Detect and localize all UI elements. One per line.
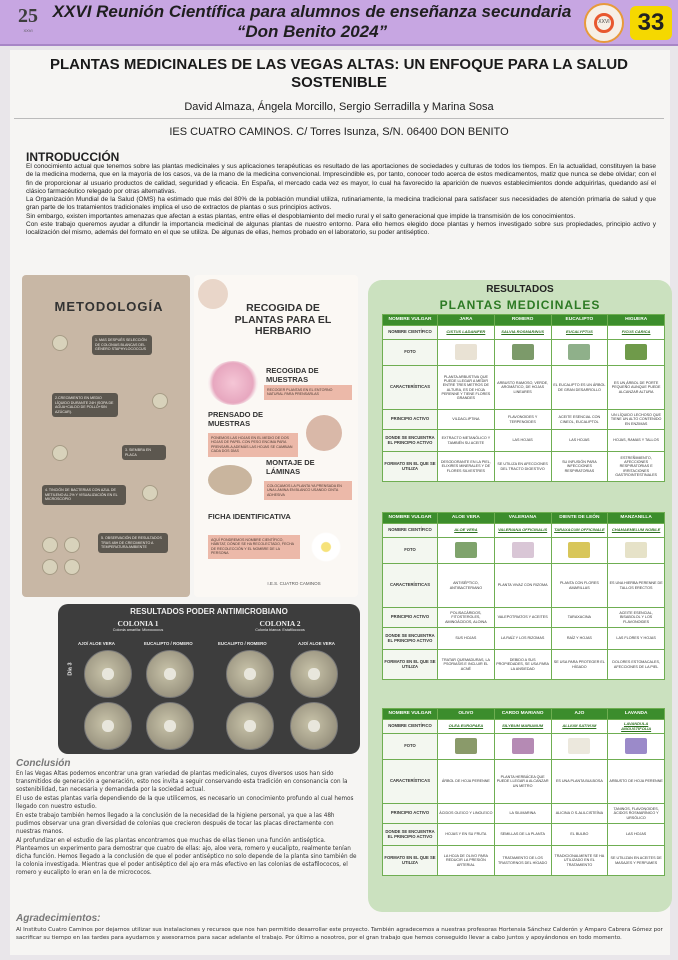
plant-donde: EL BULBO	[551, 824, 608, 846]
row-header: NOMBRE VULGAR	[383, 513, 438, 524]
plant-photo-icon	[568, 542, 590, 558]
plant-pa: UN LÍQUIDO LECHOSO QUE TIENE UN ALTO CONTENIDO EN ENZIMAS	[608, 410, 665, 430]
table-row	[383, 524, 665, 538]
plant-common-name: JARA	[438, 315, 495, 326]
row-header: CARACTERÍSTICAS	[383, 366, 438, 410]
plant-formato: TRATAR QUEMADURAS, LA PSORIASIS E INCLUIR EL ACNÉ	[438, 650, 495, 680]
plant-donde: LAS HOJAS	[494, 430, 551, 452]
petri-dish-icon	[52, 335, 68, 351]
plant-sci: SALVIA ROSMARINUS	[494, 326, 551, 340]
plant-pa: POLISACÁRIDOS, FITOSTEROLES, AMINOÁCIDOS, ALOINA	[438, 608, 495, 628]
plant-photo	[551, 340, 608, 366]
day-label: Día 3	[67, 662, 74, 676]
table-row	[383, 538, 665, 564]
methodology-heading: METODOLOGÍA	[54, 299, 164, 314]
row-header: FORMATO EN EL QUE SE UTILIZA	[383, 650, 438, 680]
event-title-line1: XXVI Reunión Científica para alumnos de enseñanza secundaria	[52, 2, 572, 21]
plant-formato: SE USA PARA PROTEGER EL HÍGADO	[551, 650, 608, 680]
plant-photo-icon	[512, 542, 534, 558]
plant-common-name: ALOE VERA	[438, 513, 495, 524]
plant-sci: CHAMAEMELUM NOBILE	[608, 524, 665, 538]
plant-photo-icon	[455, 344, 477, 360]
method-step-1: 1. MAS DESPUÉS SELECCIÓN DE COLONIAS BLANCAS DEL GÉNERO STAPHYLOCOCCUS	[92, 335, 152, 355]
step-prensado-text: PONEMOS LAS HOJAS EN EL MEDIO DE DOS HOJAS DE PAPEL CON PESO ENCIMA PARA PRENSARLA ADEMÁS LAS HOJAS SE CAMBIAN CADA DOS DÍAS	[208, 433, 298, 457]
plate-label: EUCALIPTO / ROMERO	[218, 641, 267, 646]
intro-paragraph: El conocimiento actual que tenemos sobre las plantas medicinales y sus aplicaciones terapéuticas es resultado de las aportaciones de sociedades y culturas de todos los tiempos. En la actualidad, constituyen la base de la medicina moderna, que en la mayoría de los casos, va de la mano de la medicina convencional. Imprescindible es, por tanto, conocer todo acerca de estos medicamentos, matiz que nunca se debe olvidar; con el fin de proporcionar al usuario productos de calidad, seguridad y eficacia. En España, el mercado cada vez es mayor, lo cual ha favorecido la aparición de nuevos establecimientos donde adquirirlas, quedando así el clásico farmacéutico relegado por otras alternativas.	[26, 163, 656, 195]
table-row	[383, 452, 665, 482]
row-header: NOMBRE CIENTÍFICO	[383, 720, 438, 734]
plant-common-name: AJO	[551, 709, 608, 720]
plant-photo	[494, 734, 551, 760]
method-step-2: 2.CRECIMIENTO EN MEDIO LÍQUIDO DURANTE 24H (SOPA DE AGUA+CALDO DE POLLO+SIN AZÚCAR).	[52, 393, 118, 417]
table-row	[383, 846, 665, 876]
plant-sci: SILYBUM MARIANUM	[494, 720, 551, 734]
plant-pa: TARAXACINA	[551, 608, 608, 628]
colony-1-header	[68, 619, 208, 633]
header-banner	[0, 0, 678, 46]
table-row	[383, 340, 665, 366]
plant-pa: ACEITE ESENCIAL CON CINEOL, EUCALIPTOL	[551, 410, 608, 430]
plant-donde: SEMILLAS DE LA PLANTA	[494, 824, 551, 846]
petri-plate	[290, 650, 338, 698]
plant-common-name: LAVANDA	[608, 709, 665, 720]
plant-car: ES UNA HIERBA PERENNE DE TALLOS ERECTOS	[608, 564, 665, 608]
plant-donde: HOJAS, RAMAS Y TALLOS	[608, 430, 665, 452]
plant-car: ARBUSTO RAMOSO, VERDE, AROMÁTICO, DE HOJAS LINEARES	[494, 366, 551, 410]
plant-photo-icon	[625, 344, 647, 360]
table-row	[383, 720, 665, 734]
plant-car: EL EUCALIPTO ES UN ÁRBOL DE GRAN DESARROLLO	[551, 366, 608, 410]
row-header: FOTO	[383, 538, 438, 564]
table-row	[383, 410, 665, 430]
table-row	[383, 608, 665, 628]
event-title	[52, 2, 572, 42]
acknowledgements-text: Al Instituto Cuatro Caminos por dejarnos utilizar sus instalaciones y recursos que nos han permitido desarrollar este proyecto. También agradecemos a nuestras profesoras Hortensia Sánchez Calderón y Amparo Cabrera Gómez por sacrificar su tiempo en las tardes para ayudarnos y asesorarnos para sacar adelante el trabajo. Por último a nosotros, por el gran trabajo que hemos conseguido llevar a cabo juntos y apoyándonos en todo momento.	[16, 927, 663, 941]
row-header: FORMATO EN EL QUE SE UTILIZA	[383, 846, 438, 876]
colony-2-title: COLONIA 2	[259, 619, 301, 628]
petri-plate	[290, 702, 338, 750]
step-ficha-title: FICHA IDENTIFICATIVA	[208, 512, 291, 521]
plant-photo	[608, 734, 665, 760]
plant-photo	[438, 538, 495, 564]
title-divider	[14, 118, 664, 119]
conclusion-paragraph: El uso de estas plantas varía dependiendo de la que utilicemos, es necesario un conocimiento profundo al cual hemos llegado con nuestro estudio.	[16, 796, 354, 810]
table-row	[383, 734, 665, 760]
acknowledgements-heading: Agradecimientos:	[16, 913, 101, 924]
plant-photo	[494, 538, 551, 564]
step-montaje-title: MONTAJE DE LÁMINAS	[266, 458, 315, 476]
microscope-icon	[142, 485, 158, 501]
plant-donde: LAS HOJAS	[551, 430, 608, 452]
plant-photo-icon	[512, 344, 534, 360]
plant-pa: TANINOS, FLAVONOIDES, ÁCIDOS ROSMARÍNICO Y URSÓLICO	[608, 804, 665, 824]
row-header: CARACTERÍSTICAS	[383, 564, 438, 608]
table-row	[383, 366, 665, 410]
step-recogida-title: RECOGIDA DE MUESTRAS	[266, 366, 319, 384]
table-row	[383, 804, 665, 824]
plant-sci: ALOE VERA	[438, 524, 495, 538]
row-header: FORMATO EN EL QUE SE UTILIZA	[383, 452, 438, 482]
event-title-line2: “Don Benito 2024”	[236, 22, 388, 41]
petri-dish-icon	[64, 559, 80, 575]
plant-common-name: CARDO MARIANO	[494, 709, 551, 720]
plant-pa: ACEITE ESENCIAL, BISABOLOL Y LOS FLAVONOIDES	[608, 608, 665, 628]
antimicrobial-heading: RESULTADOS PODER ANTIMICROBIANO	[130, 607, 288, 616]
white-flower-illustration	[310, 531, 342, 563]
conclusion-heading: Conclusión	[16, 758, 71, 769]
herbarium-panel	[194, 275, 358, 597]
colony-2-header	[210, 619, 350, 633]
plant-sci: OLEA EUROPAEA	[438, 720, 495, 734]
plate-label: AJO/ ALOE VERA	[298, 641, 335, 646]
plant-photo-icon	[625, 542, 647, 558]
plant-formato: TRATAMIENTO DE LOS TRASTORNOS DEL HÍGADO	[494, 846, 551, 876]
row-header: NOMBRE CIENTÍFICO	[383, 326, 438, 340]
plant-photo	[608, 538, 665, 564]
plant-car: ARBUSTO DE HOJA PERENNE	[608, 760, 665, 804]
plant-formato: TRADICIONALMENTE SE HA UTILIZADO EN EL TRATAMIENTO	[551, 846, 608, 876]
plant-photo	[551, 538, 608, 564]
flask-icon	[52, 445, 68, 461]
poster-school: IES CUATRO CAMINOS. C/ Torres Isunza, S/N. 06400 DON BENITO	[169, 126, 509, 138]
herbarium-heading: RECOGIDA DE PLANTAS PARA EL HERBARIO	[234, 302, 332, 337]
plant-formato: DEBIDO A SUS PROPIEDADES, SE USA PARA LA ANSIEDAD	[494, 650, 551, 680]
conclusion-paragraph: En las Vegas Altas podemos encontrar una gran variedad de plantas medicinales, cuyos diversos usos han sido transmitidos de generación a generación, esto nos invita a seguir conservando esta tradición en consonancia con la sostenibilidad, tan necesaria y demandada por la sociedad actual.	[16, 771, 348, 793]
plant-photo-icon	[568, 738, 590, 754]
plant-pa: VILDACLIPTINA	[438, 410, 495, 430]
plant-pa: FLAVONOIDES Y TERPENOIDES	[494, 410, 551, 430]
petri-plate	[226, 702, 274, 750]
row-header: CARACTERÍSTICAS	[383, 760, 438, 804]
plant-photo	[551, 734, 608, 760]
petri-dish-icon	[42, 559, 58, 575]
plant-sci: VALERIANA OFFICINALIS	[494, 524, 551, 538]
plant-pa: VALEPOTRIATOS Y ACEITES	[494, 608, 551, 628]
intro-text	[26, 163, 656, 238]
plant-formato: SE UTILIZA EN AFECCIONES DEL TRACTO DIGESTIVO	[494, 452, 551, 482]
plant-photo-icon	[625, 738, 647, 754]
plant-common-name: HIGUERA	[608, 315, 665, 326]
plant-formato: DESODORANTE EN LA PIEL, ELIXIRES MINERALES Y DE FLORES SILVESTRES	[438, 452, 495, 482]
plant-car: ES UN ÁRBOL DE PORTE PEQUEÑO AUNQUE PUEDE ALCANZAR ALTURA	[608, 366, 665, 410]
row-header: DONDE SE ENCUENTRA EL PRINCIPIO ACTIVO	[383, 430, 438, 452]
plant-photo	[494, 340, 551, 366]
plant-photo-icon	[455, 738, 477, 754]
table-row	[383, 628, 665, 650]
plant-photo-icon	[512, 738, 534, 754]
plant-common-name: MANZANILLA	[608, 513, 665, 524]
intro-paragraph: Sin embargo, existen importantes amenazas que afectan a estas plantas, entre ellas el despoblamiento del medio rural y el salto generacional que impide la transmisión de los conocimientos.	[26, 212, 576, 220]
conclusion-paragraph: Al profundizar en el estudio de las plantas encontramos que muchas de ellas tienen una función antiséptica. Planteamos un experimento para demostrar que cuatro de ellas: ajo, aloe vera, romero y eucalipto, realmente tenían dicha función. Hemos llegado a la conclusión de que el poder antiséptico no solo depende de la planta sino también de la colonia investigada. Mientras que el poder antiséptico del ajo era más efectivo en las colonias de estafilococos, el romero y eucalipto lo eran en la de micrococos.	[16, 838, 357, 876]
plant-pa: LA SILIMARINA	[494, 804, 551, 824]
step-montaje-text: COLOCAMOS LA PLANTA YA PRENSADA EN UNA LÁMINA EN BLANCO USANDO CINTA ADHESIVA	[264, 481, 352, 500]
plant-sci: LAVANDULA ANGUSTIFOLIA	[608, 720, 665, 734]
plant-common-name: ROMERO	[494, 315, 551, 326]
plant-car: ÁRBOL DE HOJA PERENNE	[438, 760, 495, 804]
colony-1-title: COLONIA 1	[117, 619, 159, 628]
plant-donde: EXTRACTO METANÓLICO Y TAMBIÉN SU ACEITE	[438, 430, 495, 452]
plant-donde: LA RAÍZ Y LOS RIZOMAS	[494, 628, 551, 650]
intro-paragraph: Con este trabajo queremos ayudar a difundir la importancia medicinal de algunas plantas de nuestro entorno. Para ello hemos elegido doce plantas y hemos investigado sobre sus propiedades, principio activo y localización del mismo, además del formato en el que se utiliza. De algunas de ellas, hemos probado en el laboratorio, su poder antiséptico.	[26, 221, 656, 237]
plate-label: EUCALIPTO / ROMERO	[144, 641, 193, 646]
petri-plate	[146, 650, 194, 698]
plant-table-3	[382, 708, 665, 876]
row-header: NOMBRE VULGAR	[383, 315, 438, 326]
methodology-panel	[22, 275, 190, 597]
plant-formato: ESTREÑIMIENTO, AFECCIONES RESPIRATORIAS E IRRITACIONES GASTROINTESTINALES	[608, 452, 665, 482]
plant-photo	[438, 734, 495, 760]
row-header: FOTO	[383, 340, 438, 366]
plant-sci: ALLIUM SATIVUM	[551, 720, 608, 734]
petri-plate	[84, 702, 132, 750]
plant-table-1	[382, 314, 665, 482]
plant-formato: SU INFUSIÓN PARA INFECCIONES RESPIRATORIAS	[551, 452, 608, 482]
plant-donde: HOJAS Y EN SU FRUTA	[438, 824, 495, 846]
plant-photo	[438, 340, 495, 366]
method-step-3: 3. SIEMBRA EN PLACA	[122, 445, 166, 460]
flower-illustration	[208, 465, 252, 495]
plant-formato: LA HOJA DE OLIVO PARA REDUCIR LA PRESIÓN ARTERIAL	[438, 846, 495, 876]
plant-car: ES UNA PLANTA BULBOSA	[551, 760, 608, 804]
plant-car: ANTISÉPTICO, ANTIBACTERIANO	[438, 564, 495, 608]
plant-common-name: OLIVO	[438, 709, 495, 720]
row-header: DONDE SE ENCUENTRA EL PRINCIPIO ACTIVO	[383, 824, 438, 846]
conclusion-paragraph: En este trabajo también hemos llegado a la conclusión de la necesidad de la higiene personal, ya que a las 48h pudimos observar una gran diversidad de colonias que crecieron después de tocar las placas directamente con nuestras manos.	[16, 813, 335, 835]
table-row	[383, 326, 665, 340]
plate-label: AJO/ ALOE VERA	[78, 641, 115, 646]
plant-formato: DOLORES ESTOMACALES, AFECCIONES DE LA PIEL	[608, 650, 665, 680]
table-row	[383, 760, 665, 804]
results-heading: RESULTADOS	[486, 284, 554, 295]
colony-1-subtitle: Colonia amarilla: Micrococcus	[112, 628, 164, 632]
anniversary-logo: 25 XXVI	[18, 5, 38, 33]
plant-sci: FICUS CARICA	[608, 326, 665, 340]
row-header: PRINCIPIO ACTIVO	[383, 410, 438, 430]
petri-dish-icon	[42, 537, 58, 553]
table-row	[383, 564, 665, 608]
plant-car: PLANTA ARBUSTIVA QUE PUEDE LLEGAR A MEDIR ENTRE TRES METROS DE ALTURA, ES DE HOJA PERENNE Y TIENE FLORES GRANDES	[438, 366, 495, 410]
plant-photo-icon	[455, 542, 477, 558]
petri-plate	[226, 650, 274, 698]
plant-car: PLANTA CON FLORES AMARILLAS	[551, 564, 608, 608]
poster-number-badge: 33	[630, 6, 672, 40]
petri-dish-icon	[64, 537, 80, 553]
plant-photo	[608, 340, 665, 366]
plant-pa: ALICINA O S-ALILCISTEÍNA	[551, 804, 608, 824]
method-step-4: 4. TINCIÓN DE BACTERIAS CON AZUL DE METILENO AL 2% Y VISUALIZACIÓN EN EL MICROSCOPIO	[42, 485, 126, 505]
plant-sci: CISTUS LADANIFER	[438, 326, 495, 340]
step-recogida-text: RECOGER PLANTAS EN EL ENTORNO NATURAL PARA PRENSARLAS	[264, 385, 352, 400]
plant-common-name: DIENTE DE LEÓN	[551, 513, 608, 524]
poster-authors: David Almaza, Ángela Morcillo, Sergio Serradilla y Marina Sosa	[184, 101, 494, 113]
intro-heading: INTRODUCCIÓN	[26, 150, 120, 164]
event-logo: XXVI	[584, 3, 624, 43]
petri-plate	[146, 702, 194, 750]
antimicrobial-results-panel	[58, 604, 360, 754]
table-row	[383, 430, 665, 452]
plant-sci: TARAXACUM OFFICINALE	[551, 524, 608, 538]
row-header: PRINCIPIO ACTIVO	[383, 804, 438, 824]
plant-donde: SUS HOJAS	[438, 628, 495, 650]
step-ficha-text: AQUÍ PONDREMOS NOMBRE CIENTÍFICO, HÁBITAT, DÓNDE SE HA RECOLECTADO, FECHA DE RECOLECCIÓN Y EL NOMBRE DE LA PERSONA	[208, 535, 300, 559]
plant-common-name: VALERIANA	[494, 513, 551, 524]
table-row	[383, 824, 665, 846]
conclusion-text	[16, 770, 360, 878]
method-step-5: 5. OBSERVACIÓN DE RESULTADOS TRAS 48H DE CRECIMIENTO A TEMPERATURA AMBIENTE	[98, 533, 168, 553]
row-header: PRINCIPIO ACTIVO	[383, 608, 438, 628]
plant-table-2	[382, 512, 665, 680]
pink-flower-photo	[208, 361, 258, 405]
herbarium-footer: I.E.S. CUATRO CAMINOS	[267, 581, 321, 586]
row-header: FOTO	[383, 734, 438, 760]
plant-car: PLANTA VIVAZ CON RIZOMA	[494, 564, 551, 608]
plant-car: PLANTA HERBÁCEA QUE PUEDE LLEGAR A ALCANZAR UN METRO	[494, 760, 551, 804]
petri-dish-icon	[152, 393, 168, 409]
petri-plate	[84, 650, 132, 698]
flower-illustration	[306, 415, 342, 451]
plant-donde: LAS FLORES Y HOJAS	[608, 628, 665, 650]
row-header: NOMBRE CIENTÍFICO	[383, 524, 438, 538]
intro-paragraph: La Organización Mundial de la Salud (OMS) ha estimado que más del 80% de la población mundial utiliza, rutinariamente, la medicina tradicional para satisfacer sus necesidades de atención primaria de salud y que gran parte de los tratamientos tradicionales implica el uso de extractos de plantas o sus principios activos.	[26, 196, 656, 212]
table-row	[383, 650, 665, 680]
step-prensado-title: PRENSADO DE MUESTRAS	[208, 410, 264, 428]
plant-sci: EUCALYPTUS	[551, 326, 608, 340]
colony-2-subtitle: Colonia blanca: Estafilococos	[255, 628, 305, 632]
plant-formato: SE UTILIZAN EN ACEITES DE MASAJES Y PERFUMES	[608, 846, 665, 876]
poster-title: PLANTAS MEDICINALES DE LAS VEGAS ALTAS: UN ENFOQUE PARA LA SALUD SOSTENIBLE	[49, 56, 629, 91]
medicinal-plants-heading: PLANTAS MEDICINALES	[439, 298, 601, 312]
plant-common-name: EUCALIPTO	[551, 315, 608, 326]
row-header: NOMBRE VULGAR	[383, 709, 438, 720]
plant-photo-icon	[568, 344, 590, 360]
row-header: DONDE SE ENCUENTRA EL PRINCIPIO ACTIVO	[383, 628, 438, 650]
plant-donde: RAÍZ Y HOJAS	[551, 628, 608, 650]
plant-donde: LAS HOJAS	[608, 824, 665, 846]
plant-pa: ÁCIDOS OLEICO Y LINOLEICO	[438, 804, 495, 824]
